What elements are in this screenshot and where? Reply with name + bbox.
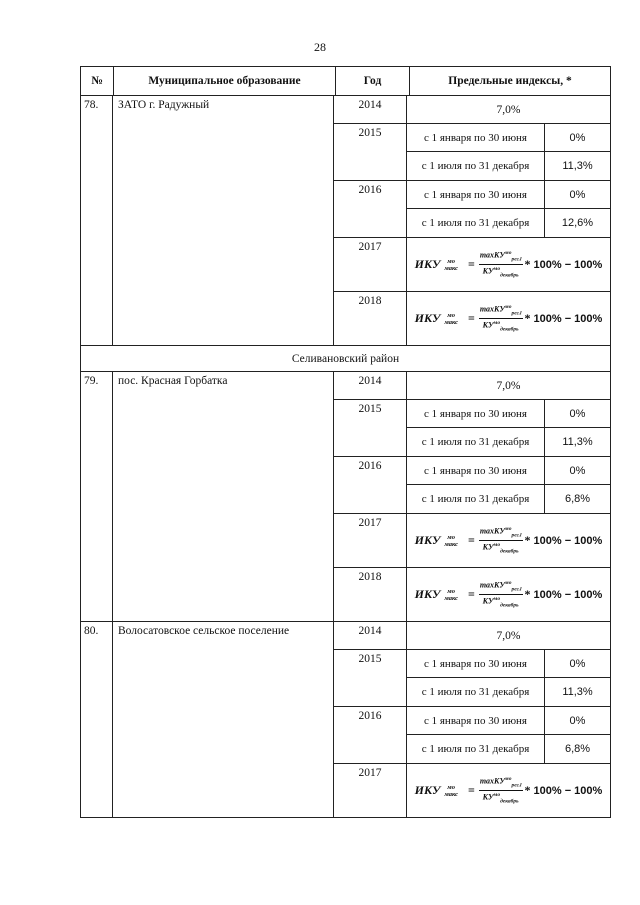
year-index-cell	[407, 400, 610, 456]
table-body	[81, 96, 610, 817]
page-number: 28	[314, 40, 326, 54]
formula-denominator	[482, 319, 520, 334]
year-index-cell	[407, 514, 610, 567]
year-label: 2016	[334, 707, 407, 763]
formula-sub-bottom: макс	[444, 594, 458, 602]
formula	[415, 303, 603, 335]
period-value: 11,3%	[562, 160, 593, 172]
formula-rest: 100% − 100%	[533, 258, 603, 271]
formula-den-sub: декабрь	[500, 798, 519, 805]
formula-sub-top: мо	[447, 533, 455, 541]
formula-iku: ИКУ	[414, 783, 441, 797]
year-row	[334, 238, 610, 292]
year-rows	[334, 622, 610, 817]
formula-den-sup: мо	[493, 596, 501, 602]
year-index-cell	[407, 372, 610, 399]
formula-sub-top: мо	[447, 587, 455, 595]
formula-numerator	[479, 579, 523, 595]
formula-num-main: maxКУ	[479, 304, 505, 314]
formula-equals: =	[467, 257, 475, 271]
formula-den-sup: мо	[493, 542, 501, 548]
year-row	[334, 622, 610, 650]
header-municipality: Муниципальное образование	[114, 67, 336, 95]
formula-equals: =	[467, 587, 475, 601]
period-row	[407, 678, 610, 706]
period-row	[407, 209, 610, 237]
formula-num-sub: рег.l	[511, 532, 522, 538]
year-label: 2017	[334, 764, 407, 817]
formula-num-sub: рег.l	[511, 310, 522, 316]
formula-den-sub: декабрь	[500, 272, 519, 279]
municipality-name: Волосатовское сельское поселение	[113, 622, 334, 817]
period-row	[407, 650, 610, 678]
year-index-cell	[407, 238, 610, 291]
period-label: с 1 января по 30 июня	[407, 124, 545, 151]
period-value: 0%	[569, 657, 586, 670]
formula-multiply: *	[524, 783, 531, 797]
formula-num-sup: мо	[504, 775, 512, 782]
formula-numerator	[479, 303, 523, 319]
year-row	[334, 124, 610, 181]
formula-iku: ИКУ	[414, 257, 441, 271]
formula-sub-bottom: макс	[444, 318, 458, 326]
period-value: 0%	[569, 407, 586, 420]
formula-rest: 100% − 100%	[533, 312, 603, 325]
year-rows	[334, 96, 610, 345]
table-row	[81, 622, 610, 817]
period-value: 11,3%	[562, 686, 593, 698]
formula-num-sup: мо	[504, 579, 512, 586]
formula-numerator	[479, 525, 523, 541]
period-label: с 1 июля по 31 декабря	[407, 678, 545, 706]
formula-equals: =	[467, 311, 475, 325]
period-row	[407, 735, 610, 763]
header-indices: Предельные индексы, *	[448, 75, 572, 87]
row-number: 79.	[81, 372, 113, 621]
formula-sub-bottom: макс	[444, 540, 458, 548]
formula-cell	[407, 238, 610, 291]
year-index-cell	[407, 181, 610, 237]
formula-num-sub: рег.l	[511, 782, 522, 788]
period-label: с 1 июля по 31 декабря	[407, 485, 545, 513]
period-row	[407, 152, 610, 180]
year-row	[334, 96, 610, 124]
year-index-cell	[407, 292, 610, 345]
year-label: 2018	[334, 292, 407, 345]
period-label: с 1 января по 30 июня	[407, 650, 545, 677]
period-label: с 1 июля по 31 декабря	[407, 428, 545, 456]
period-label: с 1 января по 30 июня	[407, 457, 545, 484]
period-row	[407, 181, 610, 209]
period-label: с 1 июля по 31 декабря	[407, 152, 545, 180]
formula-cell	[407, 568, 610, 621]
year-rows	[334, 372, 610, 621]
formula-denominator	[482, 265, 520, 280]
year-label: 2015	[334, 124, 407, 180]
period-value: 0%	[569, 131, 586, 144]
table-row	[81, 96, 610, 346]
formula-num-main: maxКУ	[479, 580, 505, 590]
formula-fraction	[479, 303, 523, 335]
period-row	[407, 485, 610, 513]
formula-den-main: КУ	[482, 266, 494, 276]
formula-den-sup: мо	[493, 266, 501, 272]
formula-sub-top: мо	[447, 257, 455, 265]
formula-cell	[407, 514, 610, 567]
formula-den-sub: декабрь	[500, 548, 519, 555]
period-label: с 1 января по 30 июня	[407, 707, 545, 734]
formula	[415, 525, 603, 557]
index-value: 7,0%	[496, 629, 521, 642]
index-table	[80, 66, 611, 818]
formula-den-main: КУ	[482, 542, 494, 552]
formula-multiply: *	[524, 587, 531, 601]
year-index-cell	[407, 124, 610, 180]
year-label: 2017	[334, 514, 407, 567]
index-value: 7,0%	[496, 103, 521, 116]
formula-cell	[407, 764, 610, 817]
formula-num-sub: рег.l	[511, 586, 522, 592]
formula-num-sup: мо	[504, 525, 512, 532]
year-row	[334, 181, 610, 238]
period-row	[407, 124, 610, 152]
year-index-cell	[407, 764, 610, 817]
year-row	[334, 372, 610, 400]
formula-multiply: *	[524, 257, 531, 271]
formula-den-sub: декабрь	[500, 602, 519, 609]
year-row	[334, 707, 610, 764]
formula-iku: ИКУ	[414, 587, 441, 601]
header-number: №	[81, 67, 114, 95]
period-value: 6,8%	[564, 743, 591, 755]
period-row	[407, 457, 610, 485]
index-value: 7,0%	[496, 379, 521, 392]
formula-sub-top: мо	[447, 783, 455, 791]
header-year: Год	[336, 67, 410, 95]
period-label: с 1 июля по 31 декабря	[407, 209, 545, 237]
formula-num-main: maxКУ	[479, 250, 505, 260]
formula-den-main: КУ	[482, 596, 494, 606]
year-label: 2015	[334, 400, 407, 456]
formula-numerator	[479, 249, 523, 265]
formula-den-sup: мо	[493, 320, 501, 326]
formula-denominator	[482, 595, 520, 610]
formula-multiply: *	[524, 311, 531, 325]
formula-num-main: maxКУ	[479, 776, 505, 786]
year-label: 2018	[334, 568, 407, 621]
formula-fraction	[479, 249, 523, 281]
formula-sub-top: мо	[447, 311, 455, 319]
row-number: 78.	[81, 96, 113, 345]
year-row	[334, 457, 610, 514]
row-number: 80.	[81, 622, 113, 817]
formula-denominator	[482, 541, 520, 556]
year-row	[334, 292, 610, 345]
period-value: 0%	[569, 464, 586, 477]
formula-fraction	[479, 775, 523, 807]
formula-rest: 100% − 100%	[533, 534, 603, 547]
table-row	[81, 372, 610, 622]
formula-rest: 100% − 100%	[533, 588, 603, 601]
formula-iku: ИКУ	[414, 533, 441, 547]
formula-num-sup: мо	[504, 303, 512, 310]
year-index-cell	[407, 96, 610, 123]
year-label: 2014	[334, 96, 407, 123]
year-row	[334, 764, 610, 817]
formula-sub-bottom: макс	[444, 790, 458, 798]
formula-numerator	[479, 775, 523, 791]
formula-cell	[407, 292, 610, 345]
formula-den-sub: декабрь	[500, 326, 519, 333]
period-value: 11,3%	[562, 436, 593, 448]
formula-den-sup: мо	[493, 792, 501, 798]
year-index-cell	[407, 622, 610, 649]
formula-denominator	[482, 791, 520, 806]
period-label: с 1 января по 30 июня	[407, 400, 545, 427]
year-index-cell	[407, 650, 610, 706]
formula	[415, 579, 603, 611]
formula-den-main: КУ	[482, 792, 494, 802]
formula	[415, 775, 603, 807]
district-heading: Селивановский район	[81, 346, 610, 372]
period-label: с 1 января по 30 июня	[407, 181, 545, 208]
formula-num-sup: мо	[504, 249, 512, 256]
year-index-cell	[407, 457, 610, 513]
year-label: 2014	[334, 372, 407, 399]
year-index-cell	[407, 707, 610, 763]
formula-equals: =	[467, 783, 475, 797]
formula	[415, 249, 603, 281]
municipality-name: пос. Красная Горбатка	[113, 372, 334, 621]
table-header	[81, 67, 610, 96]
formula-fraction	[479, 525, 523, 557]
year-row	[334, 650, 610, 707]
period-value: 0%	[569, 714, 586, 727]
year-row	[334, 400, 610, 457]
formula-num-sub: рег.l	[511, 256, 522, 262]
period-value: 12,6%	[561, 217, 594, 229]
formula-iku: ИКУ	[414, 311, 441, 325]
year-label: 2015	[334, 650, 407, 706]
formula-fraction	[479, 579, 523, 611]
period-row	[407, 400, 610, 428]
year-row	[334, 568, 610, 621]
formula-den-main: КУ	[482, 320, 494, 330]
period-row	[407, 707, 610, 735]
formula-sub-bottom: макс	[444, 264, 458, 272]
period-value: 0%	[569, 188, 586, 201]
period-row	[407, 428, 610, 456]
period-value: 6,8%	[564, 493, 591, 505]
year-label: 2016	[334, 457, 407, 513]
year-label: 2014	[334, 622, 407, 649]
year-index-cell	[407, 568, 610, 621]
formula-multiply: *	[524, 533, 531, 547]
formula-equals: =	[467, 533, 475, 547]
year-label: 2016	[334, 181, 407, 237]
formula-num-main: maxКУ	[479, 526, 505, 536]
formula-rest: 100% − 100%	[533, 784, 603, 797]
year-label: 2017	[334, 238, 407, 291]
municipality-name: ЗАТО г. Радужный	[113, 96, 334, 345]
period-label: с 1 июля по 31 декабря	[407, 735, 545, 763]
year-row	[334, 514, 610, 568]
